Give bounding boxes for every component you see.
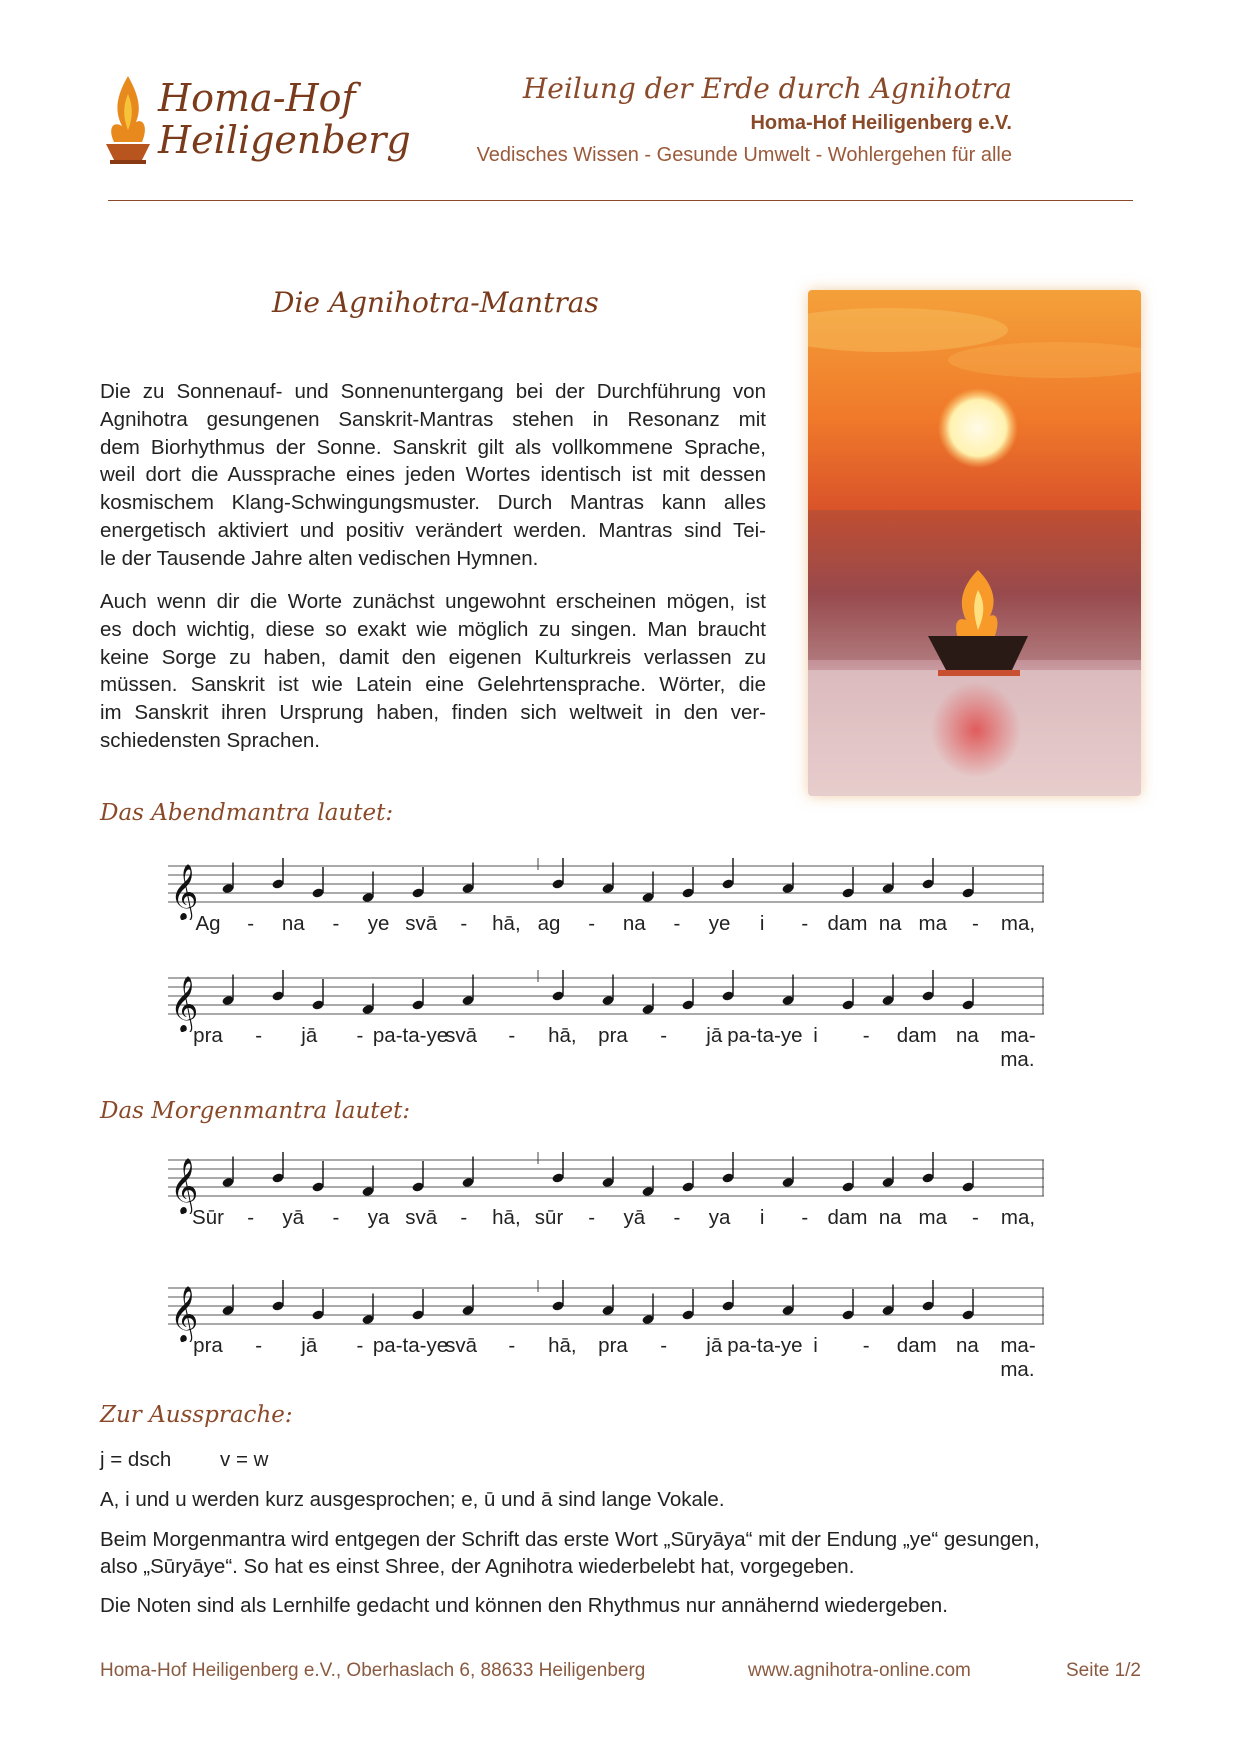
staff-notation: [168, 962, 1044, 1032]
staff-notation: [168, 850, 1044, 920]
lyric-hyphen: -: [971, 1206, 979, 1229]
morning-mantra-heading: Das Morgenmantra lautet:: [100, 1098, 411, 1124]
lyric-hyphen: -: [460, 912, 468, 935]
lyric-syllable: yā: [623, 1206, 646, 1229]
lyric-syllable: hā,: [492, 1206, 521, 1229]
treble-clef: 𝄞: [170, 976, 199, 1032]
lyric-hyphen: -: [247, 1206, 255, 1229]
lyric-hyphen: -: [862, 1024, 870, 1047]
lyric-syllable: svā: [405, 1206, 438, 1229]
lyric-syllable: dam: [827, 912, 868, 935]
lyric-syllable: ma-ma.: [1000, 1024, 1036, 1071]
lyric-hyphen: -: [673, 1206, 681, 1229]
music-staff-1: [168, 850, 1044, 970]
lyric-syllable: hā,: [548, 1024, 577, 1047]
para-line: energetisch aktiviert und positiv verändert werden. Mantras sind Tei-: [100, 518, 766, 542]
lyric-syllable: ma,: [1000, 912, 1036, 935]
lyric-hyphen: -: [332, 912, 340, 935]
lyric-hyphen: -: [508, 1334, 516, 1357]
staff-notation: [168, 1272, 1044, 1342]
para-line: kosmischem Klang-Schwingungsmuster. Durch Mantras kann alles: [100, 491, 766, 515]
lyric-syllable: dam: [896, 1334, 937, 1357]
lyric-hyphen: -: [588, 1206, 596, 1229]
para-line: Die zu Sonnenauf- und Sonnenuntergang bei der Durchführung von: [100, 380, 766, 403]
header-divider: [108, 200, 1133, 201]
lyric-hyphen: -: [356, 1334, 364, 1357]
lyric-hyphen: -: [673, 912, 681, 935]
lyric-syllable: ye: [708, 912, 731, 935]
footer-page-number: Seite 1/2: [1066, 1660, 1141, 1681]
lyric-hyphen: -: [660, 1334, 668, 1357]
treble-clef: 𝄞: [170, 864, 199, 920]
lyric-hyphen: -: [356, 1024, 364, 1047]
footer-address: Homa-Hof Heiligenberg e.V., Oberhaslach 6, 88633 Heiligenberg: [100, 1660, 646, 1681]
lyric-syllable: dam: [827, 1206, 868, 1229]
lyric-syllable: sūr: [534, 1206, 564, 1229]
music-staff-3: [168, 1144, 1044, 1264]
lyric-syllable: pa-ta-ye: [727, 1024, 803, 1047]
lyric-syllable: i: [759, 1206, 765, 1229]
evening-mantra-heading: Das Abendmantra lautet:: [100, 800, 394, 826]
header-title: Heilung der Erde durch Agnihotra: [522, 72, 1012, 105]
header-tagline: Vedisches Wissen - Gesunde Umwelt - Wohlergehen für alle: [476, 144, 1012, 166]
lyric-syllable: svā: [405, 912, 438, 935]
lyric-hyphen: -: [508, 1024, 516, 1047]
logo: [100, 72, 411, 172]
para-line: schiedensten Sprachen.: [100, 728, 320, 752]
lyrics-row: [168, 912, 1044, 942]
lyric-syllable: ma: [918, 1206, 947, 1229]
para-line: es doch wichtig, diese so exakt wie möglich zu singen. Man braucht: [100, 617, 766, 641]
footer-website[interactable]: www.agnihotra-online.com: [748, 1660, 971, 1681]
lyric-syllable: yā: [282, 1206, 305, 1229]
lyric-syllable: ma,: [1000, 1206, 1036, 1229]
lyric-syllable: pa-ta-ye: [372, 1334, 449, 1357]
flame-bowl-icon: [100, 72, 156, 172]
pronunciation-heading: Zur Aussprache:: [100, 1402, 293, 1428]
lyric-syllable: svā: [445, 1334, 478, 1357]
lyric-syllable: jā: [706, 1334, 723, 1357]
para-line: im Sanskrit ihren Ursprung haben, finden sich weltweit in den ver-: [100, 701, 766, 725]
lyric-hyphen: -: [801, 912, 809, 935]
lyric-syllable: pra: [598, 1024, 628, 1047]
music-staff-2: [168, 962, 1044, 1082]
music-staff-4: [168, 1272, 1044, 1392]
pron-morning-note-1: Beim Morgenmantra wird entgegen der Schrift das erste Wort „Sūryāya“ mit der Endung „ye“ gesungen,: [100, 1528, 1040, 1551]
lyric-syllable: ma: [918, 912, 947, 935]
lyric-syllable: na: [955, 1334, 979, 1357]
lyric-syllable: na: [281, 912, 305, 935]
pron-j: j = dsch: [100, 1448, 172, 1471]
lyric-syllable: ya: [708, 1206, 731, 1229]
lyric-syllable: Sūr: [192, 1206, 224, 1229]
lyrics-row: [168, 1024, 1044, 1071]
lyric-syllable: ye: [367, 912, 390, 935]
pron-v: v = w: [220, 1448, 269, 1471]
lyric-hyphen: -: [255, 1024, 263, 1047]
staff-notation: [168, 1144, 1044, 1214]
lyric-syllable: i: [759, 912, 765, 935]
second-paragraph: [100, 588, 766, 755]
lyric-syllable: ag: [537, 912, 561, 935]
para-line: Auch wenn dir die Worte zunächst ungewohnt erscheinen mögen, ist: [100, 590, 766, 613]
lyric-syllable: na: [878, 912, 902, 935]
lyric-syllable: ma-ma.: [1000, 1334, 1036, 1381]
intro-paragraph: [100, 378, 766, 573]
lyric-syllable: pra: [193, 1024, 223, 1047]
logo-line1: Homa-Hof: [158, 76, 356, 120]
lyric-syllable: pa-ta-ye: [727, 1334, 803, 1357]
lyric-syllable: i: [813, 1024, 818, 1047]
para-line: dem Biorhythmus der Sonne. Sanskrit gilt als vollkommene Sprache,: [100, 435, 766, 459]
lyric-syllable: na: [955, 1024, 979, 1047]
lyrics-row: [168, 1206, 1044, 1236]
lyric-syllable: na: [878, 1206, 902, 1229]
lyric-syllable: pa-ta-ye: [372, 1024, 449, 1047]
lyric-syllable: jā: [301, 1024, 318, 1047]
lyric-hyphen: -: [332, 1206, 340, 1229]
lyric-hyphen: -: [460, 1206, 468, 1229]
page-title: Die Agnihotra-Mantras: [272, 286, 599, 319]
lyric-syllable: pra: [193, 1334, 223, 1357]
lyric-hyphen: -: [255, 1334, 263, 1357]
lyric-syllable: svā: [445, 1024, 478, 1047]
treble-clef: 𝄞: [170, 1286, 199, 1342]
lyric-syllable: na: [622, 912, 646, 935]
para-line: müssen. Sanskrit ist wie Latein eine Gelehrtensprache. Wörter, die: [100, 673, 766, 697]
lyric-hyphen: -: [660, 1024, 668, 1047]
pron-morning-note-2: also „Sūryāye“. So hat es einst Shree, der Agnihotra wiederbelebt hat, vorgegeben.: [100, 1555, 855, 1578]
treble-clef: 𝄞: [170, 1158, 199, 1214]
pron-rhythm-note: Die Noten sind als Lernhilfe gedacht und können den Rhythmus nur annähernd wiedergeben.: [100, 1594, 948, 1617]
para-line: weil dort die Aussprache eines jeden Wortes identisch ist mit dessen: [100, 463, 766, 487]
para-line: Agnihotra gesungenen Sanskrit-Mantras stehen in Resonanz mit: [100, 407, 766, 431]
lyric-hyphen: -: [971, 912, 979, 935]
para-line: le der Tausende Jahre alten vedischen Hymnen.: [100, 546, 539, 570]
lyric-syllable: hā,: [492, 912, 521, 935]
lyric-syllable: ya: [367, 1206, 390, 1229]
lyric-hyphen: -: [588, 912, 596, 935]
lyric-hyphen: -: [801, 1206, 809, 1229]
pron-vowels: A, i und u werden kurz ausgesprochen; e, ū und ā sind lange Vokale.: [100, 1488, 725, 1511]
sunset-agnihotra-photo: [808, 290, 1141, 796]
lyric-syllable: pra: [598, 1334, 628, 1357]
lyric-syllable: hā,: [548, 1334, 577, 1357]
lyric-syllable: jā: [706, 1024, 723, 1047]
logo-line2: Heiligenberg: [158, 118, 411, 162]
lyric-syllable: jā: [301, 1334, 318, 1357]
lyric-syllable: dam: [896, 1024, 937, 1047]
header-org: Homa-Hof Heiligenberg e.V.: [750, 112, 1012, 134]
lyric-syllable: i: [813, 1334, 818, 1357]
lyrics-row: [168, 1334, 1044, 1381]
lyric-syllable: Ag: [195, 912, 221, 935]
lyric-hyphen: -: [247, 912, 255, 935]
para-line: keine Sorge zu haben, damit den eigenen Kulturkreis verlassen zu: [100, 645, 766, 669]
lyric-hyphen: -: [862, 1334, 870, 1357]
